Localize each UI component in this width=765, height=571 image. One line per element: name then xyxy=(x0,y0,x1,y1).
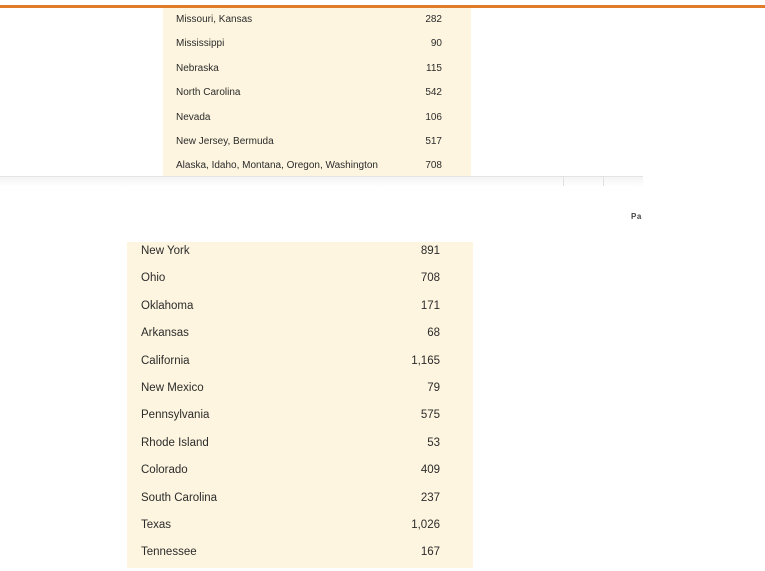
state-name: Alaska, Idaho, Montana, Oregon, Washington xyxy=(176,160,378,172)
state-name: Mississippi xyxy=(176,38,225,50)
table-row xyxy=(127,242,473,269)
clipped-edge-text: Pa xyxy=(631,212,642,221)
state-name: Ohio xyxy=(141,272,166,285)
state-name: Pennsylvania xyxy=(141,409,210,422)
state-name: Tennessee xyxy=(141,546,197,559)
state-count: 167 xyxy=(420,546,440,559)
table-row xyxy=(127,379,473,406)
state-count: 1,165 xyxy=(411,354,440,367)
table-row xyxy=(163,32,471,56)
state-count: 68 xyxy=(427,327,440,340)
state-count: 708 xyxy=(425,160,442,172)
state-count: 708 xyxy=(420,272,440,285)
table-row xyxy=(127,489,473,516)
lower-state-table xyxy=(127,242,473,568)
state-name: New Mexico xyxy=(141,381,204,394)
table-row xyxy=(127,461,473,488)
state-name: Rhode Island xyxy=(141,436,209,449)
state-count: 106 xyxy=(425,111,442,123)
state-name: Colorado xyxy=(141,464,188,477)
state-count: 542 xyxy=(425,87,442,99)
state-count: 891 xyxy=(420,245,440,257)
table-row xyxy=(163,106,471,130)
table-row xyxy=(163,81,471,105)
table-row xyxy=(127,297,473,324)
state-count: 517 xyxy=(425,135,442,147)
state-name: New Jersey, Bermuda xyxy=(176,135,274,147)
table-row xyxy=(163,57,471,81)
state-count: 171 xyxy=(420,299,440,312)
state-count: 79 xyxy=(427,381,440,394)
table-row xyxy=(163,8,471,32)
state-count: 1,026 xyxy=(411,518,440,531)
table-row xyxy=(127,352,473,379)
state-name: Oklahoma xyxy=(141,299,194,312)
divider-shadow xyxy=(0,177,643,187)
state-name: Texas xyxy=(141,518,172,531)
table-row xyxy=(127,434,473,461)
table-row xyxy=(127,543,473,570)
state-count: 575 xyxy=(420,409,440,422)
state-count: 90 xyxy=(430,38,442,50)
state-count: 237 xyxy=(420,491,440,504)
state-name: South Carolina xyxy=(141,491,218,504)
state-name: California xyxy=(141,354,190,367)
divider-tick xyxy=(603,176,604,186)
state-name: Arkansas xyxy=(141,327,189,340)
state-name: Missouri, Kansas xyxy=(176,14,253,25)
table-row xyxy=(127,406,473,433)
state-count: 115 xyxy=(426,62,442,74)
upper-state-table xyxy=(163,8,471,176)
table-row xyxy=(127,269,473,296)
table-row xyxy=(127,324,473,351)
table-row xyxy=(163,130,471,154)
state-name: Nevada xyxy=(176,111,211,123)
state-name: New York xyxy=(141,245,190,257)
state-count: 282 xyxy=(425,14,442,25)
table-row xyxy=(127,516,473,543)
divider-tick xyxy=(563,176,564,186)
state-count: 53 xyxy=(427,436,440,449)
state-count: 409 xyxy=(420,464,440,477)
state-name: North Carolina xyxy=(176,87,241,99)
state-name: Nebraska xyxy=(176,62,219,74)
